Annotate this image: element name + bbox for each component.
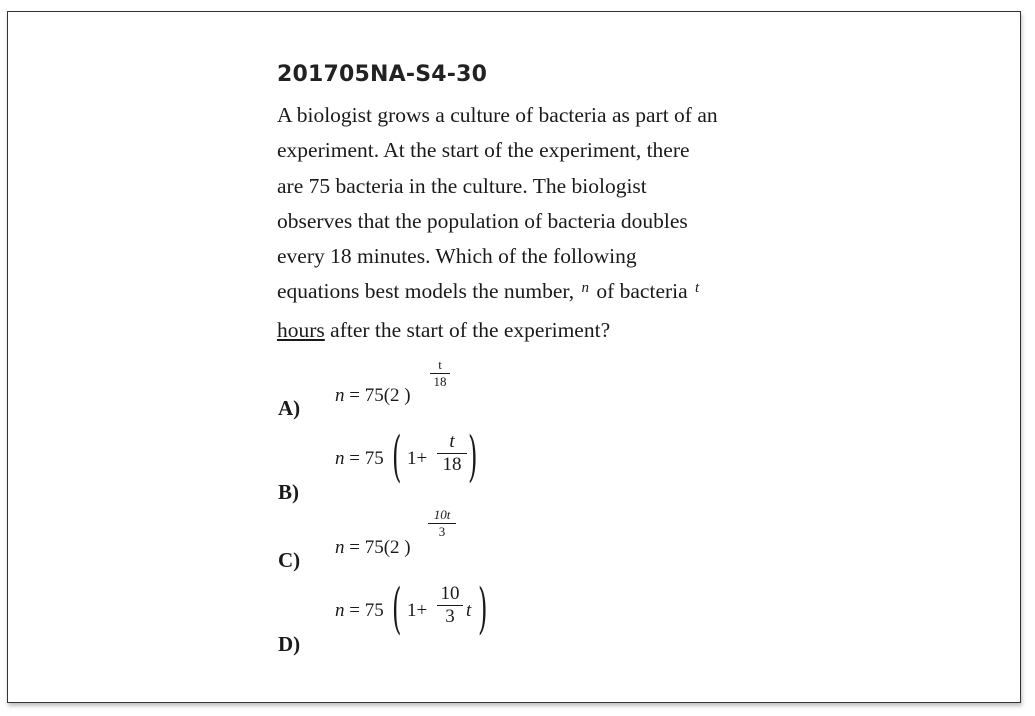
option-c-exponent bbox=[428, 508, 456, 539]
hours-underlined: hours bbox=[277, 317, 325, 342]
option-d-fraction bbox=[437, 584, 463, 627]
stem-line: experiment. At the start of the experiment, there bbox=[277, 138, 690, 163]
option-c-equation[interactable] bbox=[335, 537, 411, 559]
fraction-numerator: t bbox=[449, 431, 455, 452]
stem-line bbox=[277, 313, 797, 348]
stem-line: are 75 bacteria in the culture. The biologist bbox=[277, 173, 647, 198]
var-n: n bbox=[335, 385, 345, 406]
stem-text: after the start of the experiment? bbox=[324, 317, 611, 342]
option-a-equation[interactable] bbox=[335, 385, 411, 407]
equation-rhs: = 75(2 ) bbox=[344, 537, 411, 558]
right-paren: ) bbox=[478, 577, 488, 640]
variable-t: t bbox=[695, 280, 700, 297]
stem-line bbox=[277, 274, 797, 312]
stem-text: equations best models the number, bbox=[277, 279, 575, 304]
fraction-denominator: 3 bbox=[445, 606, 455, 627]
option-c-label[interactable]: C) bbox=[278, 548, 301, 572]
var-n: n bbox=[335, 537, 345, 558]
equation-rhs: = 75(2 ) bbox=[344, 385, 411, 406]
stem-line: every 18 minutes. Which of the following bbox=[277, 244, 637, 269]
option-b-equation[interactable] bbox=[335, 448, 384, 470]
exponent-numerator: t bbox=[438, 357, 442, 372]
option-a-label[interactable]: A) bbox=[278, 396, 301, 420]
question-id: 201705NA-S4-30 bbox=[277, 62, 488, 87]
option-b-inner: 1+ bbox=[407, 448, 428, 469]
left-paren: ( bbox=[392, 425, 402, 488]
option-d-label[interactable]: D) bbox=[278, 632, 301, 656]
option-d-equation[interactable] bbox=[335, 600, 384, 622]
stem-line: A biologist grows a culture of bacteria as part of an bbox=[277, 103, 718, 127]
var-t: t bbox=[466, 600, 472, 621]
left-paren: ( bbox=[392, 577, 402, 640]
equation-rhs: = 75 bbox=[344, 600, 384, 621]
fraction-numerator: 10 bbox=[440, 583, 460, 604]
option-b-fraction bbox=[437, 432, 467, 475]
question-stem bbox=[277, 98, 797, 348]
fraction-denominator: 18 bbox=[442, 454, 462, 475]
exponent-denominator: 3 bbox=[438, 524, 446, 539]
option-d-inner: 1+ bbox=[407, 600, 428, 621]
exponent-numerator: 10t bbox=[433, 507, 451, 522]
var-n: n bbox=[335, 600, 345, 621]
option-a-exponent bbox=[430, 358, 450, 389]
stem-text: of bacteria bbox=[596, 279, 688, 304]
stem-line: observes that the population of bacteria doubles bbox=[277, 208, 688, 233]
var-n: n bbox=[335, 448, 345, 469]
equation-rhs: = 75 bbox=[344, 448, 384, 469]
right-paren: ) bbox=[468, 425, 478, 488]
variable-n: n bbox=[581, 280, 589, 297]
option-b-label[interactable]: B) bbox=[278, 480, 299, 504]
exponent-denominator: 18 bbox=[433, 374, 447, 389]
